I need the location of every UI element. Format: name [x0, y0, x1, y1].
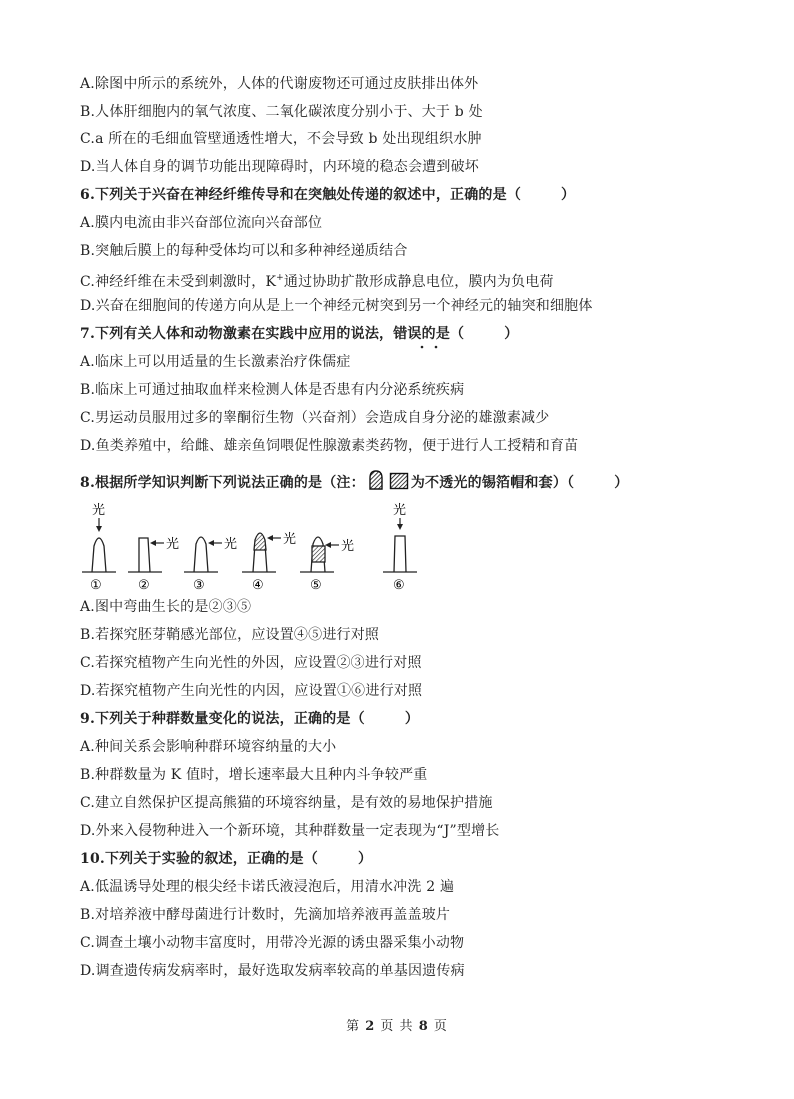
- q7-stem-end: ）: [504, 326, 519, 342]
- coleoptile: [194, 537, 208, 572]
- q5-option-c: C.a 所在的毛细血管壁通透性增大，不会导致 b 处出现组织水肿: [80, 131, 482, 147]
- page-footer: [0, 1015, 794, 1034]
- footer-post: 页: [433, 1019, 448, 1034]
- arrow-head: [267, 535, 273, 541]
- q10-option-a: A.低温诱导处理的根尖经卡诺氏液浸泡后，用清水冲洗 2 遍: [80, 879, 455, 895]
- q8-option-a: A.图中弯曲生长的是②③⑤: [80, 599, 252, 615]
- seedling-label: ②: [138, 578, 150, 593]
- page-total: 8: [418, 1019, 429, 1034]
- q8-option-c: C.若探究植物产生向光性的外因，应设置②③进行对照: [80, 655, 422, 671]
- light-label: 光: [166, 537, 180, 552]
- coleoptile-decapitated: [139, 538, 150, 572]
- q10-option-c: C.调查土壤小动物丰富度时，用带冷光源的诱虫器采集小动物: [80, 935, 465, 951]
- q6-stem-text: 6.下列关于兴奋在神经纤维传导和在突触处传递的叙述中，正确的是（: [80, 187, 522, 203]
- seedling-4: [242, 531, 296, 593]
- seedling-label: ④: [252, 578, 264, 593]
- seedling-3: [184, 536, 237, 593]
- q9-option-b: B.种群数量为 K 值时，增长速率最大且种内斗争较严重: [80, 767, 428, 783]
- coleoptile: [92, 538, 106, 572]
- arrow-head: [325, 542, 331, 548]
- arrow-head: [208, 540, 214, 546]
- seedling-label: ⑥: [393, 578, 405, 593]
- q9-stem: [80, 709, 419, 729]
- seedling-1: [82, 502, 116, 593]
- page-number: 2: [365, 1019, 376, 1034]
- q10-stem: [80, 849, 372, 869]
- q9-option-d: D.外来入侵物种进入一个新环境，其种群数量一定表现为“J”型增长: [80, 823, 500, 839]
- q6-option-a: A.膜内电流由非兴奋部位流向兴奋部位: [80, 215, 323, 231]
- light-label: 光: [283, 532, 297, 547]
- coleoptile-diagram: [82, 498, 422, 594]
- potassium-superscript: +: [276, 273, 284, 283]
- q8-option-d: D.若探究植物产生向光性的内因，应设置①⑥进行对照: [80, 683, 423, 699]
- q8-stem-text-post: 为不透光的锡箔帽和套）（: [410, 475, 575, 491]
- coleoptile-decapitated: [394, 536, 406, 572]
- q10-stem-end: ）: [357, 851, 373, 867]
- seedling-label: ⑤: [310, 578, 322, 593]
- q6-option-c-pre: C.神经纤维在未受到刺激时，K: [80, 274, 277, 290]
- q8-option-b: B.若探究胚芽鞘感光部位，应设置④⑤进行对照: [80, 627, 380, 643]
- q9-option-c: C.建立自然保护区提高熊猫的环境容纳量，是有效的易地保护措施: [80, 795, 493, 811]
- seedling-2: [128, 536, 179, 593]
- q10-option-d: D.调查遗传病发病率时，最好选取发病率较高的单基因遗传病: [80, 963, 465, 979]
- q6-option-c-post: 通过协助扩散形成静息电位，膜内为负电荷: [283, 274, 554, 290]
- q6-option-b: B.突触后膜上的每种受体均可以和多种神经递质结合: [80, 243, 408, 259]
- q6-stem-end: ）: [561, 187, 576, 203]
- footer-mid: 页 共: [380, 1019, 414, 1034]
- q8-stem-text: 8.根据所学知识判断下列说法正确的是（注：: [80, 475, 365, 491]
- seedling-label: ①: [90, 578, 102, 593]
- light-label: 光: [92, 503, 106, 518]
- light-label: 光: [224, 537, 238, 552]
- q9-stem-text: 9.下列关于种群数量变化的说法，正确的是（: [80, 711, 365, 727]
- q7-stem: [80, 324, 518, 344]
- seedling-6: [383, 502, 417, 593]
- seedling-5: [300, 537, 354, 593]
- footer-pre: 第: [346, 1019, 361, 1034]
- emphasis-dots: [418, 344, 458, 350]
- q7-option-c: C.男运动员服用过多的睾酮衍生物（兴奋剂）会造成自身分泌的雄激素减少: [80, 410, 550, 426]
- q9-option-a: A.种间关系会影响种群环境容纳量的大小: [80, 739, 337, 755]
- q7-option-b: B.临床上可通过抽取血样来检测人体是否患有内分泌系统疾病: [80, 382, 465, 398]
- q7-stem-text: 7.下列有关人体和动物激素在实践中应用的说法，错误的是（: [80, 326, 465, 342]
- q6-option-d: D.兴奋在细胞间的传递方向从是上一个神经元树突到另一个神经元的轴突和细胞体: [80, 298, 593, 314]
- seedling-label: ③: [193, 578, 205, 593]
- q10-stem-text: 10.下列关于实验的叙述，正确的是（: [80, 851, 318, 867]
- q8-stem-end: ）: [614, 475, 629, 491]
- q10-option-b: B.对培养液中酵母菌进行计数时，先滴加培养液再盖盖玻片: [80, 907, 451, 923]
- q5-option-a: A.除图中所示的系统外，人体的代谢废物还可通过皮肤排出体外: [80, 76, 479, 92]
- q9-stem-end: ）: [404, 711, 420, 727]
- arrow-head: [96, 526, 102, 532]
- foil-cap-icon: [367, 470, 385, 490]
- q5-option-d: D.当人体自身的调节功能出现障碍时，内环境的稳态会遭到破坏: [80, 159, 479, 175]
- foil-cap-icon: [254, 533, 266, 550]
- q5-option-b: B.人体肝细胞内的氧气浓度、二氧化碳浓度分别小于、大于 b 处: [80, 104, 483, 120]
- light-label: 光: [393, 503, 407, 518]
- q6-option-c: [80, 268, 554, 292]
- arrow-head: [150, 540, 156, 546]
- light-label: 光: [341, 539, 355, 554]
- q7-option-a: A.临床上可以用适量的生长激素治疗侏儒症: [80, 354, 351, 370]
- q6-stem: [80, 185, 575, 205]
- q8-stem: [80, 470, 628, 493]
- foil-sleeve-icon: [389, 472, 409, 490]
- arrow-head: [397, 524, 403, 530]
- foil-sleeve-icon: [312, 546, 325, 562]
- q7-option-d: D.鱼类养殖中，给雌、雄亲鱼饲喂促性腺激素类药物，便于进行人工授精和育苗: [80, 438, 579, 454]
